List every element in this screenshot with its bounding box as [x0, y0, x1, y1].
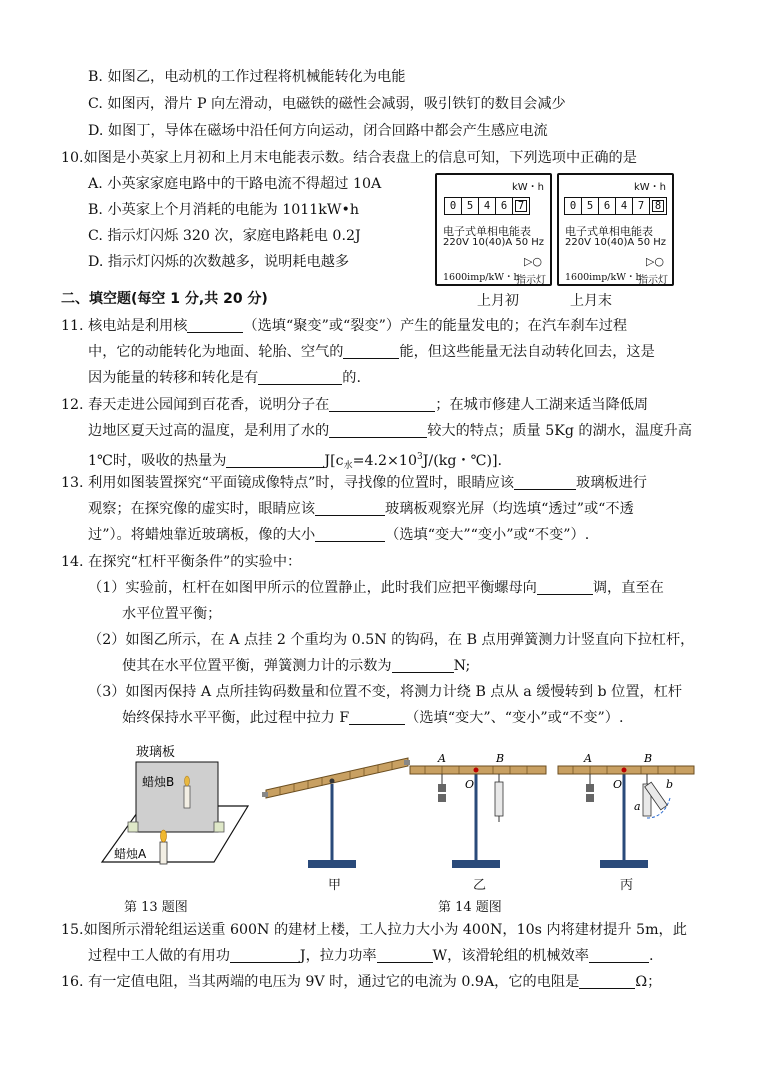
answer-blank[interactable] [349, 709, 405, 725]
answer-blank[interactable] [377, 947, 433, 963]
meter-start-caption: 上月初 [477, 293, 519, 309]
energy-meter-end [557, 173, 674, 286]
answer-blank[interactable] [329, 422, 427, 438]
answer-blank[interactable] [226, 452, 324, 468]
figure-14-jia-lever [262, 748, 414, 874]
position-a-label: a [634, 800, 641, 813]
fulcrum-o-label: O [613, 778, 623, 791]
meter-unit: kW・h [511, 182, 544, 193]
figure-13-mirror-setup [98, 742, 256, 874]
answer-blank[interactable] [315, 500, 385, 516]
answer-blank[interactable] [392, 657, 454, 673]
q14-part2-cont: 使其在水平位置平衡，弹簧测力计的示数为 N; [122, 658, 471, 674]
section-heading: 二、填空题(每空 1 分,共 20 分) [61, 291, 268, 307]
q12-line2: 边地区夏天过高的温度，是利用了水的 较大的特点；质量 5Kg 的湖水，温度升高 [88, 423, 692, 439]
meter-imp: 1600imp/kW・h [565, 272, 642, 283]
q14-part2: （2）如图乙所示，在 A 点挂 2 个重均为 0.5N 的钩码，在 B 点用弹簧测力计竖直向下拉杠杆， [88, 632, 695, 648]
q10-option-a: A. 小英家家庭电路中的干路电流不得超过 10A [88, 176, 382, 192]
q14-stem: 14. 在探究“杠杆平衡条件”的实验中： [61, 554, 302, 570]
q10-stem: 10.如图是小英家上月初和上月末电能表示数。结合表盘上的信息可知，下列选项中正确的是 [61, 150, 637, 166]
meter-digit: 4 [616, 198, 633, 214]
q13-line2: 观察；在探究像的虚实时，眼睛应该 玻璃板观察光屏（均选填“透过”或“不透 [88, 501, 634, 517]
answer-blank[interactable] [329, 396, 435, 412]
meter-digit: 5 [582, 198, 599, 214]
q12-line1: 12. 春天走进公园闻到百花香，说明分子在 ；在城市修建人工湖来适当降低周 [61, 397, 649, 413]
q11-line2: 中，它的动能转化为地面、轮胎、空气的 能，但这些能量无法自动转化回去，这是 [88, 344, 655, 360]
answer-blank[interactable] [537, 579, 593, 595]
q15-line2: 过程中工人做的有用功 J，拉力功率 W，该滑轮组的机械效率 . [88, 948, 654, 964]
answer-blank[interactable] [579, 973, 635, 989]
meter-digit: 6 [599, 198, 616, 214]
q13-line3: 过”）。将蜡烛靠近玻璃板，像的大小 （选填“变大”“变小”或“不变”）. [88, 527, 590, 543]
meter-digit: 7 [513, 198, 529, 214]
q10-option-b: B. 小英家上个月消耗的电能为 1011kW•h [88, 202, 359, 218]
meter-name: 电子式单相电能表 [443, 225, 531, 238]
answer-blank[interactable] [343, 343, 399, 359]
indicator-light-icon: ▷○ [523, 255, 542, 268]
q14-part3-cont: 始终保持水平平衡，此过程中拉力 F （选填“变大”、“变小”或“不变”）. [122, 710, 624, 726]
q13-line1: 13. 利用如图装置探究“平面镜成像特点”时，寻找像的位置时，眼睛应该 玻璃板进行 [61, 475, 647, 491]
q11-line3: 因为能量的转移和转化是有 的. [88, 370, 361, 386]
meter-end-caption: 上月末 [570, 293, 612, 309]
glass-plate-label: 玻璃板 [136, 745, 176, 760]
point-b-label: B [644, 752, 653, 765]
meter-digit: 0 [565, 198, 582, 214]
figure-14-caption: 第 14 题图 [438, 900, 502, 915]
q15-line1: 15.如图所示滑轮组运送重 600N 的建材上楼，工人拉力大小为 400N，10s 内将建材提升 5m，此 [61, 922, 687, 938]
meter-digits [564, 197, 667, 215]
figure-14-bing-lever [554, 748, 704, 874]
meter-digit: 7 [633, 198, 650, 214]
meter-digit: 8 [650, 198, 666, 214]
answer-blank[interactable] [589, 947, 649, 963]
q14-part1: （1）实验前，杠杆在如图甲所示的位置静止，此时我们应把平衡螺母向 调，直至在 [88, 580, 664, 596]
indicator-light-icon: ▷○ [645, 255, 664, 268]
q12-line3: 1℃时，吸收的热量为 $J[c_水=4.2\times 10^3J/(kg$・℃)]. [88, 452, 503, 471]
energy-meter-start [435, 173, 552, 286]
meter-unit: kW・h [633, 182, 666, 193]
position-b-label: b [666, 778, 674, 791]
candle-b-label: 蜡烛B [142, 775, 175, 789]
answer-blank[interactable] [230, 947, 300, 963]
meter-digit: 0 [445, 198, 462, 214]
meter-spec: 220V 10(40)A 50 Hz [565, 237, 667, 248]
meter-digits [444, 197, 530, 215]
q10-option-d: D. 指示灯闪烁的次数越多，说明耗电越多 [88, 254, 350, 270]
q14-part3: （3）如图丙保持 A 点所挂钩码数量和位置不变，将测力计绕 B 点从 a 缓慢转到 b 位置，杠杆 [88, 684, 683, 700]
meter-indicator-label: 指示灯 [516, 275, 546, 286]
q14-part1-cont: 水平位置平衡； [122, 606, 222, 622]
figure-13-caption: 第 13 题图 [124, 900, 188, 915]
q9-option-d: D. 如图丁，导体在磁场中沿任何方向运动，闭合回路中都会产生感应电流 [88, 123, 548, 139]
point-a-label: A [584, 752, 592, 765]
meter-digit: 6 [496, 198, 513, 214]
q9-option-b: B. 如图乙，电动机的工作过程将机械能转化为电能 [88, 69, 406, 85]
meter-digit: 4 [479, 198, 496, 214]
figure-14-yi-lever [404, 748, 554, 874]
q16-line: 16. 有一定值电阻，当其两端的电压为 9V 时，通过它的电流为 0.9A，它的电阻是 Ω； [61, 974, 662, 990]
q11-line1: 11. 核电站是利用核 （选填“聚变”或“裂变”）产生的能量发电的；在汽车刹车过程 [61, 318, 628, 334]
meter-spec: 220V 10(40)A 50 Hz [443, 237, 545, 248]
answer-blank[interactable] [258, 369, 342, 385]
q9-option-c: C. 如图丙，滑片 P 向左滑动，电磁铁的磁性会减弱，吸引铁钉的数目会减少 [88, 96, 566, 112]
figure-14-jia-label: 甲 [328, 878, 342, 893]
q10-option-c: C. 指示灯闪烁 320 次，家庭电路耗电 0.2J [88, 228, 361, 244]
fulcrum-o-label: O [465, 778, 475, 791]
point-a-label: A [438, 752, 446, 765]
answer-blank[interactable] [514, 474, 576, 490]
meter-imp: 1600imp/kW・h [443, 272, 520, 283]
meter-indicator-label: 指示灯 [638, 275, 668, 286]
answer-blank[interactable] [187, 317, 243, 333]
point-b-label: B [496, 752, 505, 765]
meter-name: 电子式单相电能表 [565, 225, 653, 238]
figure-14-yi-label: 乙 [473, 878, 487, 893]
answer-blank[interactable] [315, 526, 385, 542]
candle-a-label: 蜡烛A [114, 847, 147, 861]
meter-digit: 5 [462, 198, 479, 214]
figure-14-bing-label: 丙 [620, 878, 634, 893]
